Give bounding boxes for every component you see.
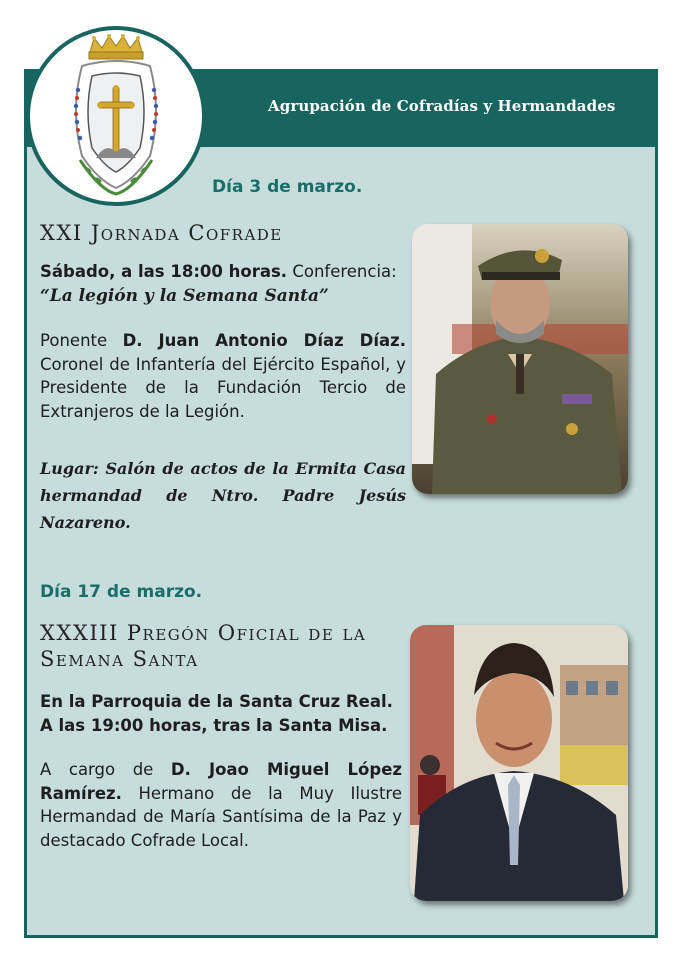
- event2-venue-line1: En la Parroquia de la Santa Cruz Real.: [40, 692, 393, 711]
- event1-location: Lugar: Salón de actos de la Ermita Casa hermandad de Ntro. Padre Jesús Nazareno.: [40, 459, 406, 532]
- speaker1-photo: [412, 224, 628, 494]
- event1-speaker-bio: Coronel de Infantería del Ejército Español, y Presidente de la Fundación Tercio de Extranjeros de la Legión.: [40, 354, 406, 421]
- event1-schedule: [40, 260, 406, 308]
- event2-title: [40, 620, 410, 672]
- event2-speaker-name: D. Joao Miguel López Ramírez.: [40, 760, 402, 803]
- brotherhood-crest-icon: [26, 26, 206, 206]
- event2-venue-line2: A las 19:00 horas, tras la Santa Misa.: [40, 715, 388, 735]
- event1-speaker-name: D. Juan Antonio Díaz Díaz.: [122, 331, 407, 350]
- event2-title-line2: Semana Santa: [40, 647, 199, 671]
- event1-speaker-prefix: Ponente: [40, 331, 123, 350]
- event2-title-line1: XXXIII Pregón Oficial de la: [40, 621, 367, 645]
- organization-name: Agrupación de Cofradías y Hermandades: [268, 97, 616, 115]
- event2-speaker-prefix: A cargo de: [40, 760, 171, 779]
- event2-venue: [40, 690, 410, 737]
- event1-type: Conferencia:: [287, 262, 397, 281]
- event1-title: XXI Jornada Cofrade: [40, 221, 283, 245]
- event1-speaker: [40, 329, 406, 423]
- event2-speaker-bio: Hermano de la Muy Ilustre Hermandad de María Santísima de la Paz y destacado Cofrade Local.: [40, 783, 402, 850]
- speaker2-photo: [410, 625, 628, 901]
- event1-time: Sábado, a las 18:00 horas.: [40, 262, 288, 281]
- event1-conference-title: “La legión y la Semana Santa”: [40, 285, 329, 306]
- event2-speaker: [40, 758, 402, 852]
- event1-date: Día 3 de marzo.: [212, 177, 363, 197]
- event2-date: Día 17 de marzo.: [40, 582, 203, 602]
